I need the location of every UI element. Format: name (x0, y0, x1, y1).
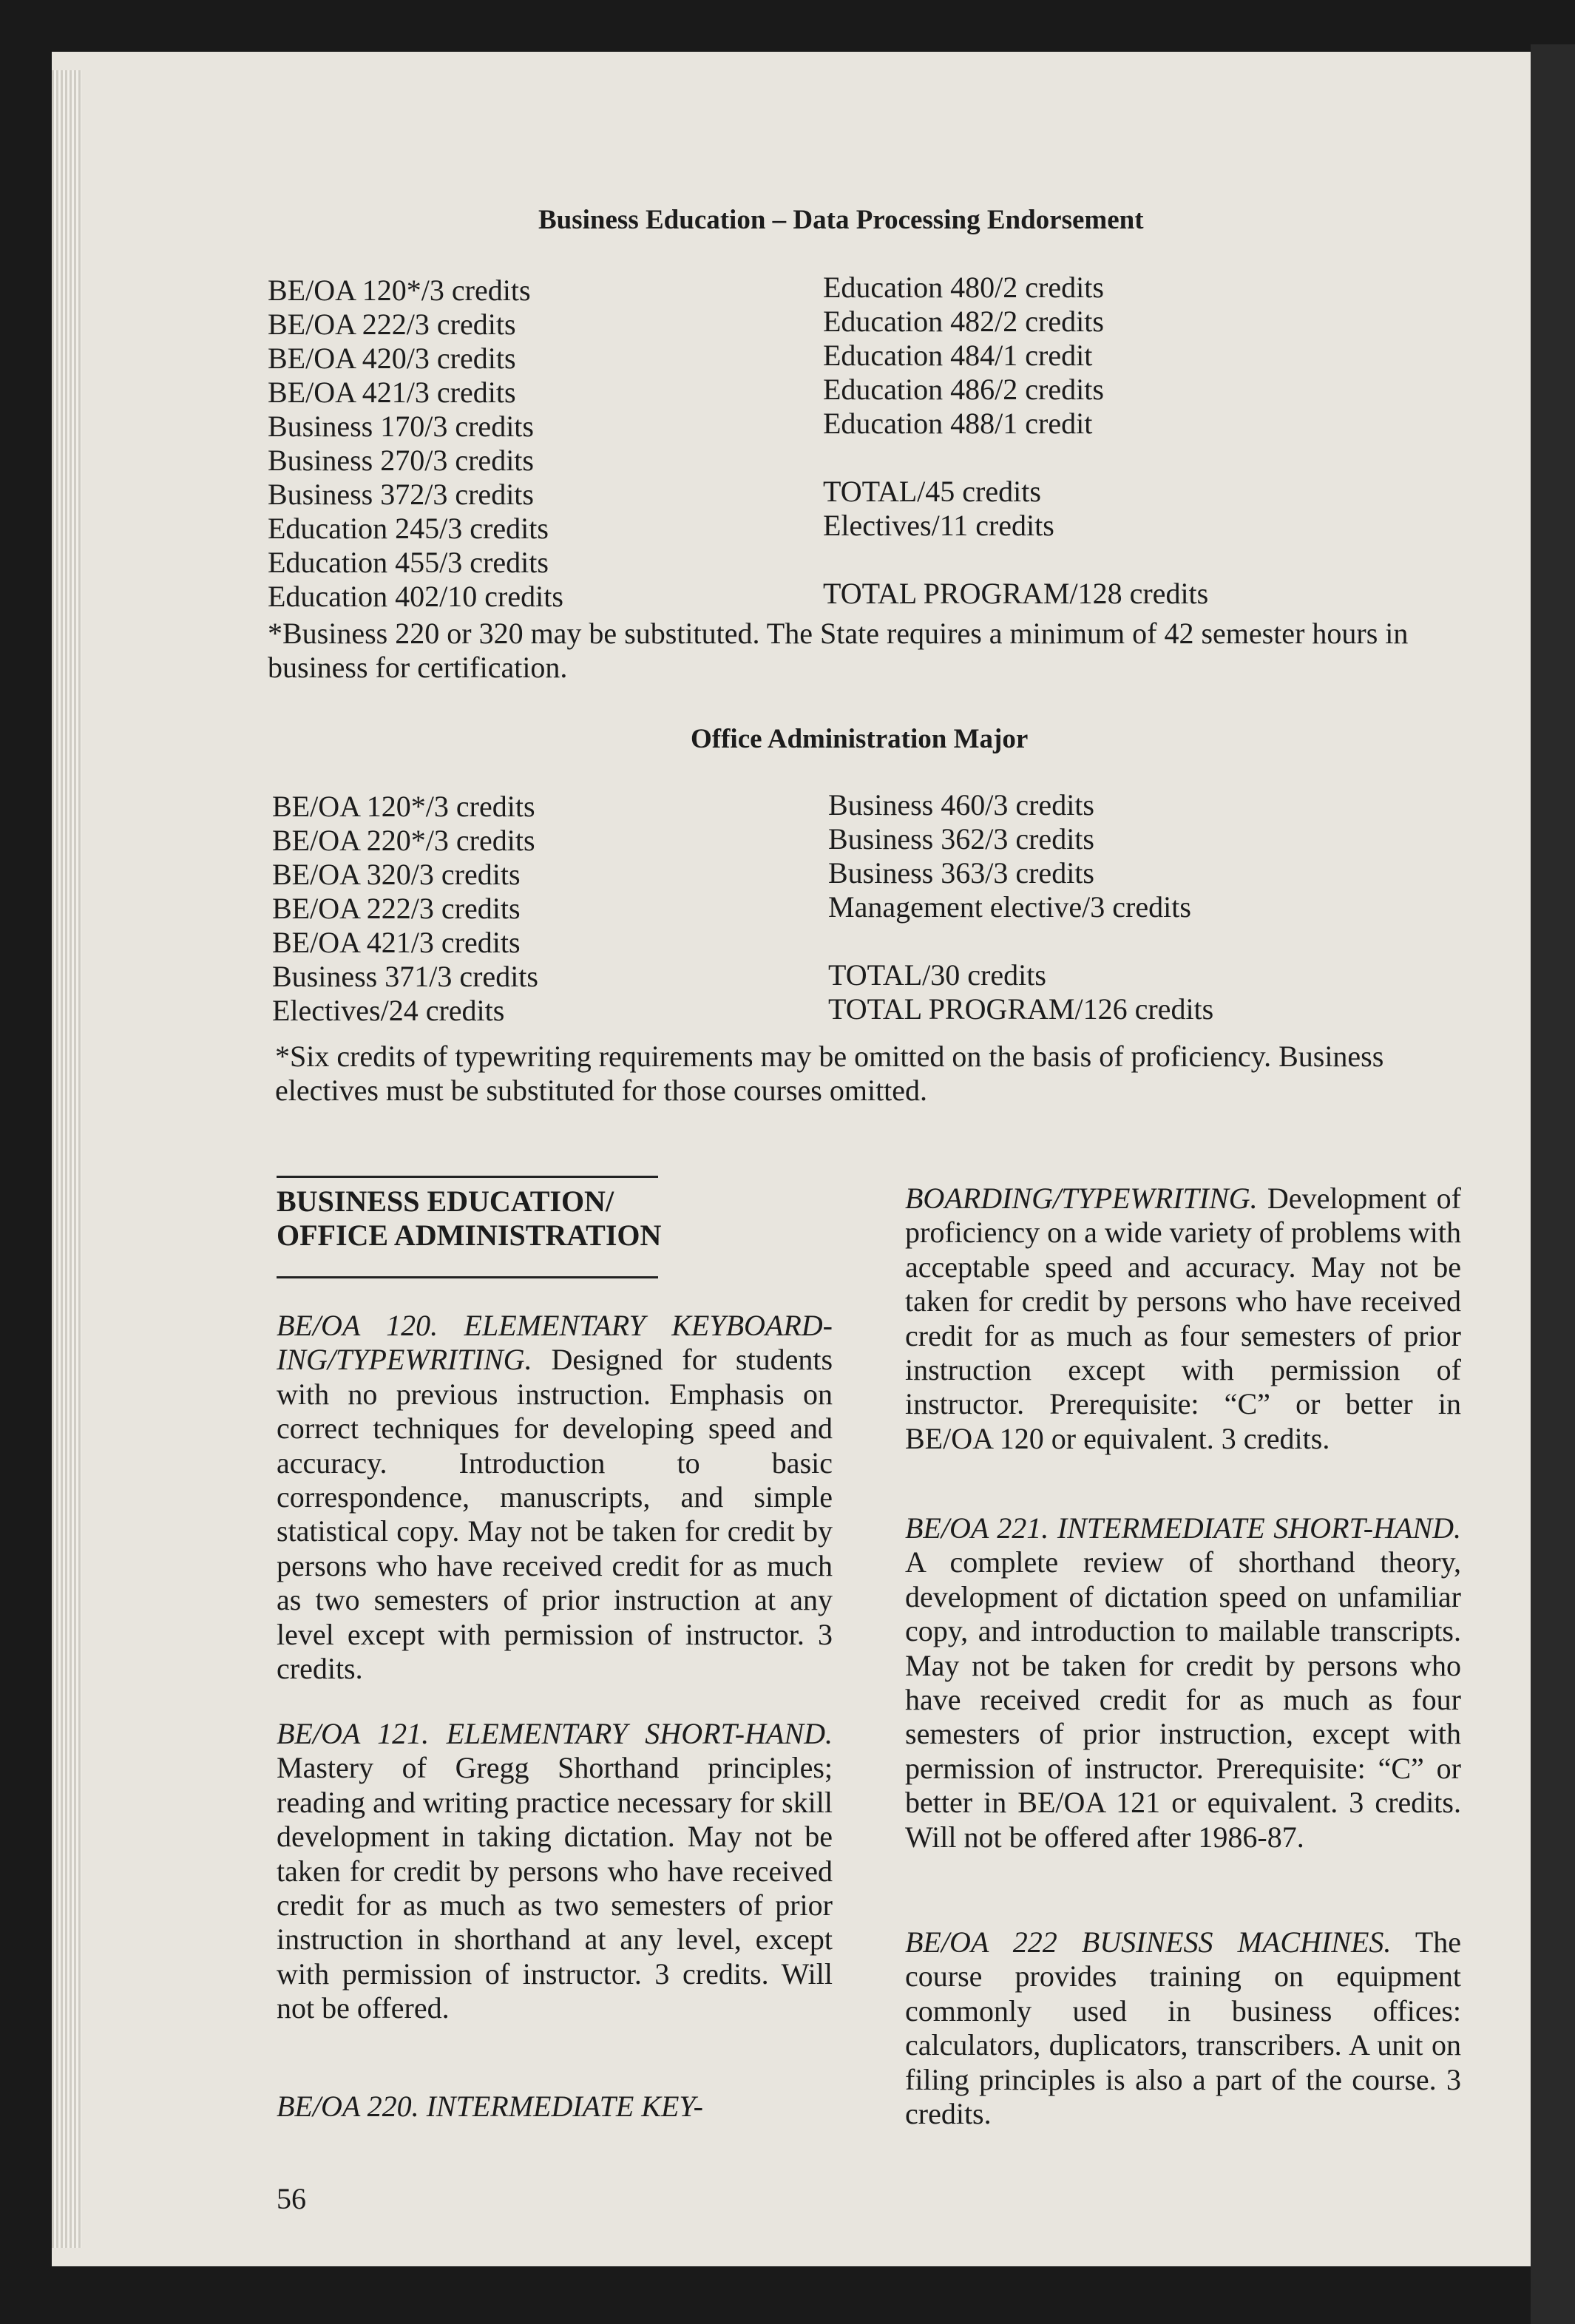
list-item: Business 363/3 credits (828, 856, 1094, 890)
list-item: Education 482/2 credits (823, 305, 1104, 338)
oa-left-list (272, 790, 538, 1028)
heading-line-2: OFFICE ADMINISTRATION (277, 1219, 662, 1252)
list-item: BE/OA 222/3 credits (272, 892, 521, 925)
list-item: Management elective/3 credits (828, 890, 1191, 924)
list-item: Business 270/3 credits (268, 444, 534, 477)
list-item: Education 488/1 credit (823, 407, 1093, 440)
list-item: BE/OA 220*/3 credits (272, 824, 535, 857)
list-item: Education 402/10 credits (268, 580, 563, 613)
course-be-oa-121 (277, 1717, 833, 2026)
list-item: BE/OA 421/3 credits (268, 376, 516, 409)
course-be-oa-120 (277, 1309, 833, 1686)
dp-right-list (823, 271, 1208, 611)
list-item: BE/OA 120*/3 credits (268, 274, 531, 307)
oa-footnote: *Six credits of typewriting requirements may be omitted on the basis of proficiency. Business electives must be substituted for those courses omitted. (275, 1040, 1384, 1107)
list-item: Business 362/3 credits (828, 822, 1094, 856)
electives-credits: Electives/11 credits (823, 509, 1054, 542)
course-title: BOARDING/TYPEWRITING. (905, 1182, 1258, 1215)
list-item: BE/OA 421/3 credits (272, 926, 521, 959)
rule-top (277, 1176, 658, 1178)
section-title-data-processing: Business Education – Data Processing Endorsement (538, 205, 1144, 235)
total-credits: TOTAL/30 credits (828, 958, 1046, 992)
total-credits: TOTAL/45 credits (823, 475, 1041, 508)
list-item: BE/OA 320/3 credits (272, 858, 521, 891)
list-item: Education 480/2 credits (823, 271, 1104, 304)
course-title: BE/OA 222 BUSINESS MACHINES. (905, 1925, 1392, 1959)
page-number: 56 (277, 2182, 306, 2215)
total-program: TOTAL PROGRAM/128 credits (823, 577, 1209, 610)
rule-bottom (277, 1276, 658, 1278)
list-item: Electives/24 credits (272, 994, 505, 1027)
list-item: Business 372/3 credits (268, 478, 534, 511)
background-strip (1531, 44, 1575, 2324)
course-title: BE/OA 121. ELEMENTARY SHORT-HAND. (277, 1717, 833, 1750)
course-description: Designed for students with no previous instruction. Emphasis on correct techniques for developing speed and accuracy. Introduction to basic correspondence, manuscripts, and simple statistical copy. May not be taken for credit by persons who have received credit for as much as two semesters of prior instruction at any level except with permission of instructor. 3 credits. (277, 1343, 833, 1686)
total-program: TOTAL PROGRAM/126 credits (828, 992, 1214, 1026)
dp-footnote: *Business 220 or 320 may be substituted. The State requires a minimum of 42 semester hours in business for certification. (268, 617, 1409, 684)
course-title: BE/OA 221. INTERMEDIATE SHORT-HAND. (905, 1511, 1461, 1545)
dp-left-list (268, 274, 563, 614)
course-title: BE/OA 220. INTERMEDIATE KEY- (277, 2090, 703, 2123)
list-item: BE/OA 222/3 credits (268, 308, 516, 341)
course-be-oa-220-cont (905, 1182, 1461, 1456)
page-edge (52, 70, 81, 2248)
course-be-oa-222 (905, 1925, 1461, 2131)
list-item: Education 455/3 credits (268, 546, 549, 579)
section-title-office-admin: Office Administration Major (691, 724, 1029, 754)
course-description: Mastery of Gregg Shorthand principles; reading and writing practice necessary for skill development in taking dictation. May not be taken for credit by persons who have received credit for as much as two semesters of prior instruction in shorthand at any level, except with permission of instructor. 3 credits. Will not be offered. (277, 1751, 833, 2025)
course-description: A complete review of shorthand theory, development of dictation speed on unfamiliar copy, and introduction to mailable transcripts. May not be taken for credit by persons who have received credit for as much as four semesters of prior instruction, except with permission of instructor. Prerequisite: “C” or better in BE/OA 121 or equivalent. 3 credits. Will not be offered after 1986-87. (905, 1545, 1461, 1854)
course-description: The course provides training on equipment commonly used in business offices: calculators, duplicators, transcribers. A unit on filing principles is also a part of the course. 3 credits. (905, 1925, 1461, 2131)
course-be-oa-221 (905, 1511, 1461, 1854)
list-item: Business 371/3 credits (272, 960, 538, 993)
list-item: Education 486/2 credits (823, 373, 1104, 406)
course-be-oa-220-start (277, 2090, 833, 2124)
course-description: Development of proficiency on a wide variety of problems with acceptable speed and accuracy. May not be taken for credit by persons who have received credit for as much as four semesters of prior instruction except with permission of instructor. Prerequisite: “C” or better in BE/OA 120 or equivalent. 3 credits. (905, 1182, 1462, 1455)
list-item: Business 170/3 credits (268, 410, 534, 443)
oa-right-list (828, 788, 1213, 1026)
list-item: Education 245/3 credits (268, 512, 549, 545)
list-item: BE/OA 120*/3 credits (272, 790, 535, 823)
list-item: Business 460/3 credits (828, 788, 1094, 821)
heading-line-1: BUSINESS EDUCATION/ (277, 1185, 614, 1218)
course-title: BE/OA 120. ELEMENTARY KEYBOARD-ING/TYPEWRITING. (277, 1309, 833, 1377)
list-item: Education 484/1 credit (823, 339, 1093, 372)
list-item: BE/OA 420/3 credits (268, 342, 516, 375)
